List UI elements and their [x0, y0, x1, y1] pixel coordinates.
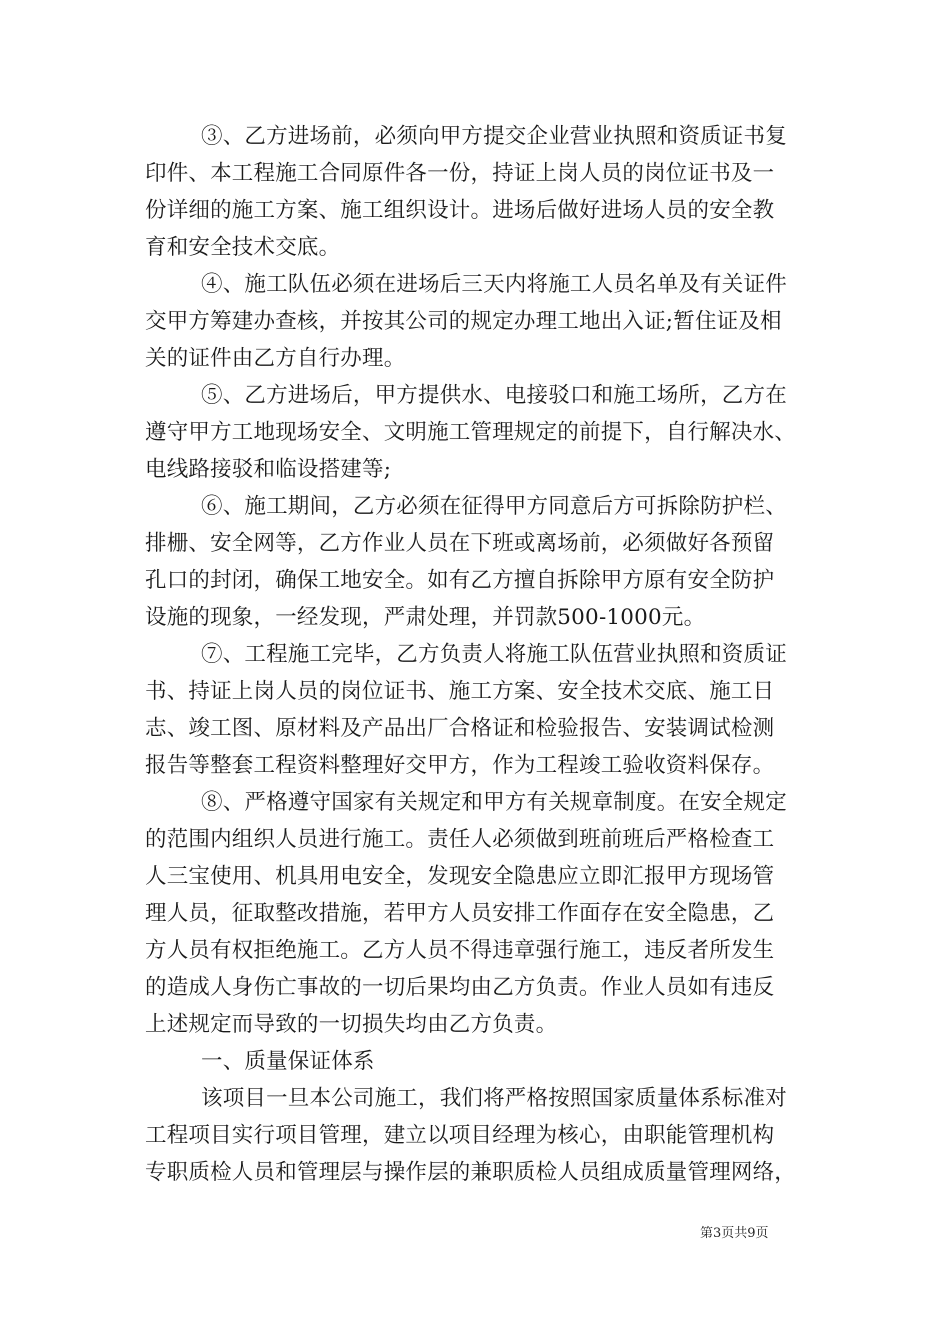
text-line: 上述规定而导致的一切损失均由乙方负责。 — [145, 1012, 558, 1037]
text-line: ⑧、严格遵守国家有关规定和甲方有关规章制度。在安全规定 — [201, 790, 787, 815]
text-line: 遵守甲方工地现场安全、文明施工管理规定的前提下，自行解决水、 — [145, 420, 797, 445]
text-line: 专职质检人员和管理层与操作层的兼职质检人员组成质量管理网络， — [145, 1160, 797, 1185]
text-line: 该项目一旦本公司施工，我们将严格按照国家质量体系标准对 — [201, 1086, 787, 1111]
text-line: 份详细的施工方案、施工组织设计。进场后做好进场人员的安全教 — [145, 198, 775, 223]
text-line: ⑤、乙方进场后，甲方提供水、电接驳口和施工场所，乙方在 — [201, 383, 787, 408]
text-line: 书、持证上岗人员的岗位证书、施工方案、安全技术交底、施工日 — [145, 679, 775, 704]
body-text — [145, 118, 810, 1191]
text-line: 方人员有权拒绝施工。乙方人员不得违章强行施工，违反者所发生 — [145, 938, 775, 963]
page-number: 第3页共9页 — [700, 1226, 769, 1241]
text-line: 志、竣工图、原材料及产品出厂合格证和检验报告、安装调试检测 — [145, 716, 775, 741]
text-line: ⑦、工程施工完毕，乙方负责人将施工队伍营业执照和资质证 — [201, 642, 787, 667]
text-line: ⑥、施工期间，乙方必须在征得甲方同意后方可拆除防护栏、 — [201, 494, 787, 519]
text-line: 一、质量保证体系 — [201, 1049, 375, 1074]
text-line: 理人员，征取整改措施，若甲方人员安排工作面存在安全隐患，乙 — [145, 901, 775, 926]
text-line: 人三宝使用、机具用电安全，发现安全隐患应立即汇报甲方现场管 — [145, 864, 775, 889]
text-line: 的造成人身伤亡事故的一切后果均由乙方负责。作业人员如有违反 — [145, 975, 775, 1000]
text-line: 设施的现象，一经发现，严肃处理，并罚款500-1000元。 — [145, 605, 706, 630]
text-line: ④、施工队伍必须在进场后三天内将施工人员名单及有关证件 — [201, 272, 787, 297]
text-line: 育和安全技术交底。 — [145, 235, 341, 260]
text-line: 印件、本工程施工合同原件各一份，持证上岗人员的岗位证书及一 — [145, 161, 775, 186]
text-line: 交甲方筹建办查核，并按其公司的规定办理工地出入证;暂住证及相 — [145, 309, 782, 334]
text-line: 报告等整套工程资料整理好交甲方，作为工程竣工验收资料保存。 — [145, 753, 775, 778]
text-line: 的范围内组织人员进行施工。责任人必须做到班前班后严格检查工 — [145, 827, 775, 852]
text-line: 孔口的封闭，确保工地安全。如有乙方擅自拆除甲方原有安全防护 — [145, 568, 775, 593]
text-line: ③、乙方进场前，必须向甲方提交企业营业执照和资质证书复 — [201, 124, 787, 149]
text-line: 工程项目实行项目管理，建立以项目经理为核心，由职能管理机构 — [145, 1123, 775, 1148]
text-line: 排栅、安全网等，乙方作业人员在下班或离场前，必须做好各预留 — [145, 531, 775, 556]
text-line: 电线路接驳和临设搭建等; — [145, 457, 392, 482]
text-line: 关的证件由乙方自行办理。 — [145, 346, 406, 371]
